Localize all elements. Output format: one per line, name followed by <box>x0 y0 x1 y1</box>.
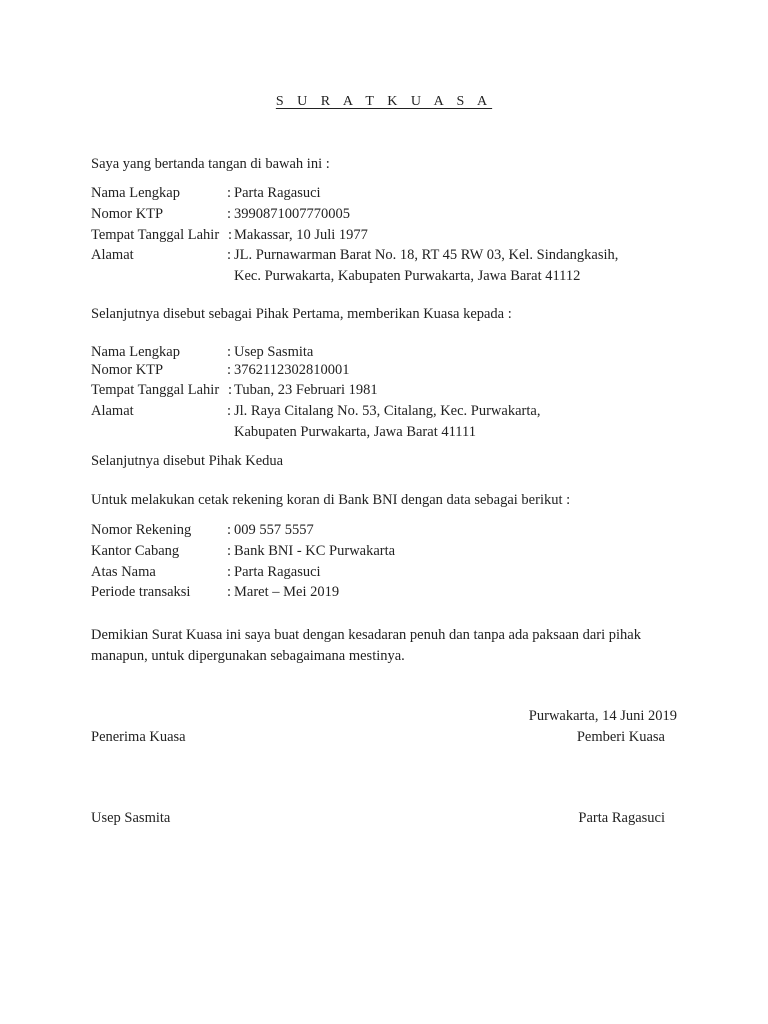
field-colon: : <box>227 362 232 378</box>
field-value: Makassar, 10 Juli 1977 <box>234 227 368 243</box>
field-value: Parta Ragasuci <box>234 185 321 201</box>
intro-text: Saya yang bertanda tangan di bawah ini : <box>91 156 330 172</box>
grantor-name: Parta Ragasuci <box>578 810 665 826</box>
closing-line-2: manapun, untuk dipergunakan sebagaimana mestinya. <box>91 648 405 664</box>
field-label: Nama Lengkap <box>91 185 180 201</box>
second-party-address-cont: Kabupaten Purwakarta, Jawa Barat 41111 <box>234 424 476 440</box>
field-value: Parta Ragasuci <box>234 564 321 580</box>
field-colon: : <box>227 522 232 538</box>
field-label: Alamat <box>91 403 134 419</box>
closing-line-1: Demikian Surat Kuasa ini saya buat dengan kesadaran penuh dan tanpa ada paksaan dari pihak <box>91 627 641 643</box>
field-colon: : <box>227 344 232 360</box>
field-value: Maret – Mei 2019 <box>234 584 340 600</box>
field-value: Bank BNI - KC Purwakarta <box>234 543 396 559</box>
field-label: Tempat Tanggal Lahir <box>91 227 220 243</box>
field-label: Nomor KTP <box>91 362 164 378</box>
field-label: Nomor KTP <box>91 206 164 222</box>
field-value: Usep Sasmita <box>234 344 314 360</box>
field-colon: : <box>227 564 232 580</box>
field-label: Atas Nama <box>91 564 156 580</box>
recipient-name: Usep Sasmita <box>91 810 171 826</box>
field-colon: : <box>227 185 232 201</box>
field-colon: : <box>227 403 232 419</box>
field-value: Jl. Raya Citalang No. 53, Citalang, Kec. Purwakarta, <box>234 403 541 419</box>
field-colon: : <box>227 584 232 600</box>
first-party-note: Selanjutnya disebut sebagai Pihak Pertama, memberikan Kuasa kepada : <box>91 306 512 322</box>
purpose-text: Untuk melakukan cetak rekening koran di Bank BNI dengan data sebagai berikut : <box>91 492 571 508</box>
first-party-address-cont: Kec. Purwakarta, Kabupaten Purwakarta, Jawa Barat 41112 <box>234 268 581 284</box>
field-value: 3762112302810001 <box>234 362 350 378</box>
field-value: 3990871007770005 <box>234 206 350 222</box>
field-colon: : <box>227 206 232 222</box>
field-value: 009 557 5557 <box>234 522 314 538</box>
field-label: Nomor Rekening <box>91 522 192 538</box>
place-date: Purwakarta, 14 Juni 2019 <box>528 708 677 724</box>
field-label: Nama Lengkap <box>91 344 180 360</box>
field-label: Kantor Cabang <box>91 543 180 559</box>
field-colon: : <box>227 247 232 263</box>
field-label: Periode transaksi <box>91 584 191 600</box>
recipient-role: Penerima Kuasa <box>91 729 186 745</box>
field-colon: : <box>227 543 232 559</box>
field-label: Tempat Tanggal Lahir <box>91 382 220 398</box>
document-title: S U R A T K U A S A <box>275 94 493 109</box>
second-party-note: Selanjutnya disebut Pihak Kedua <box>91 453 284 469</box>
field-colon: : <box>228 382 233 398</box>
field-value: JL. Purnawarman Barat No. 18, RT 45 RW 03, Kel. Sindangkasih, <box>234 247 619 263</box>
field-label: Alamat <box>91 247 134 263</box>
field-colon: : <box>228 227 233 243</box>
grantor-role: Pemberi Kuasa <box>576 729 665 745</box>
field-value: Tuban, 23 Februari 1981 <box>234 382 378 398</box>
